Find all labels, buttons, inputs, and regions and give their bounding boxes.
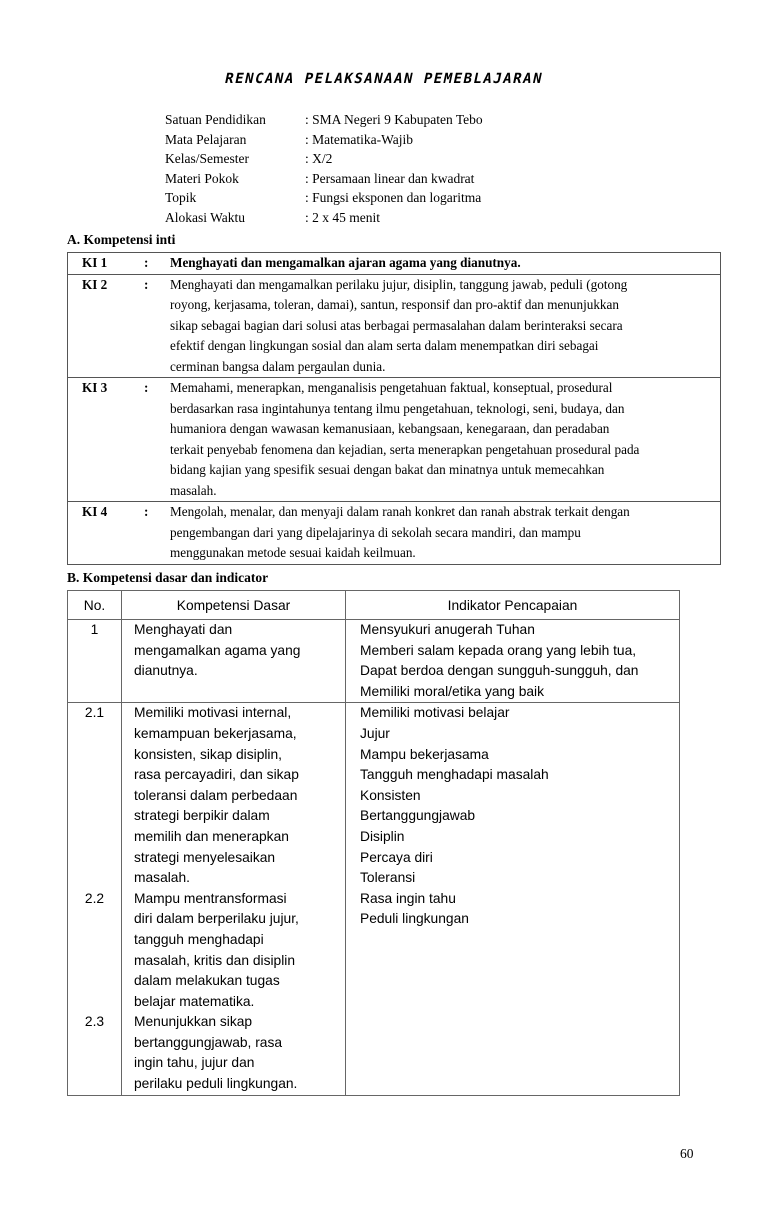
kd-line: dalam melakukan tugas [134,973,280,989]
meta-value: : Persamaan linear dan kwadrat [305,170,475,186]
ki-text [170,253,721,275]
meta-row [165,208,483,228]
spacer [68,909,121,1012]
row-number-text: 1 [90,622,99,637]
kd-line: belajar matematika. [134,993,255,1009]
indicator-line: Memberi salam kepada orang yang lebih tua, [360,642,637,658]
section-a-heading: A. Kompetensi inti [67,232,176,247]
indicator-line: Percaya diri [360,849,433,865]
meta-label: Materi Pokok [165,170,239,186]
ki-line: efektif dengan lingkungan sosial dan alam serta dalam menempatkan diri sebagai [170,338,599,353]
indicator-cell [346,703,680,1095]
ki-code: KI 2 [68,274,145,378]
indicator-line: Mensyukuri anugerah Tuhan [360,622,535,637]
ki-separator: : [144,274,170,378]
column-header-indicator: Indikator Pencapaian [346,591,680,620]
indicator-line: Jujur [360,725,390,741]
meta-value: : SMA Negeri 9 Kabupaten Tebo [305,112,483,127]
meta-row [165,130,483,150]
row-number-text: 2.2 [84,890,105,906]
kd-line: perilaku peduli lingkungan. [134,1076,298,1092]
document-title: RENCANA PELAKSANAAN PEMEBLAJARAN [223,71,545,87]
identity-block [165,110,483,227]
kd-line: kemampuan bekerjasama, [134,725,297,741]
ki-line: humaniora dengan wawasan kemanusiaan, kebangsaan, kenegaraan, dan peradaban [170,421,610,436]
ki-line: Memahami, menerapkan, menganalisis pengetahuan faktual, konseptual, prosedural [170,380,613,395]
indicator-line: Toleransi [360,870,416,886]
table-header-row [68,591,680,620]
ki-line: masalah. [170,482,217,498]
ki-line: terkait penyebab fenomena dan kejadian, serta menerapkan pengetahuan prosedural pada [170,441,640,457]
ki-text [170,502,721,565]
ki-line: bidang kajian yang spesifik sesuai dengan bakat dan minatnya untuk memecahkan [170,462,605,477]
row-number [68,620,122,703]
column-header-no: No. [68,591,122,620]
row-number-text: 2.1 [84,705,105,721]
meta-row [165,110,483,130]
indicator-line: Rasa ingin tahu [360,890,456,906]
ki-line: royong, kerjasama, toleran, damai), santun, responsif dan pro-aktif dan menunjukkan [170,297,619,312]
kd-line: bertanggungjawab, rasa [134,1034,283,1050]
ki-line: Menghayati dan mengamalkan ajaran agama yang dianutnya. [170,255,521,270]
meta-row [165,169,483,189]
kd-cell [122,620,346,703]
ki-code: KI 1 [68,253,145,275]
meta-label: Alokasi Waktu [165,209,246,225]
kd-line: rasa percayadiri, dan sikap [134,767,299,783]
ki-separator: : [144,253,170,275]
ki-line: menggunakan metode sesuai kaidah keilmuan. [170,545,416,560]
indicator-line: Dapat berdoa dengan sungguh-sungguh, dan [360,663,639,679]
indicator-line: Tangguh menghadapi masalah [360,767,549,783]
kd-line: diri dalam berperilaku jujur, [134,911,299,927]
ki-line: sikap sebagai bagian dari solusi atas berbagai permasalahan dalam berinteraksi secara [170,317,623,333]
meta-value: : 2 x 45 menit [305,209,380,225]
kd-line: konsisten, sikap disiplin, [134,746,283,762]
kd-line: masalah, kritis dan disiplin [134,952,296,968]
table-row [68,703,680,1095]
indicator-line: Konsisten [360,787,421,803]
kd-line: Menghayati dan [134,622,233,637]
ki-line: cerminan bangsa dalam pergaulan dunia. [170,358,386,374]
indicator-line: Memiliki moral/etika yang baik [360,683,545,699]
column-header-kd: Kompetensi Dasar [122,591,346,620]
ki-text [170,378,721,502]
meta-value: : X/2 [305,151,333,166]
table-row [68,274,721,378]
ki-separator: : [144,502,170,565]
row-number [68,703,122,1095]
spacer [68,724,121,889]
kd-line: strategi berpikir dalam [134,808,270,824]
meta-label: Mata Pelajaran [165,131,247,147]
indicator-cell [346,620,680,703]
meta-row [165,188,483,208]
ki-line: pengembangan dari yang dipelajarinya di sekolah secara mandiri, dan mampu [170,524,581,540]
kd-line: dianutnya. [134,663,198,679]
kd-line: strategi menyelesaikan [134,849,276,865]
kompetensi-dasar-table [67,590,680,1096]
kd-line: Mampu mentransformasi [134,890,287,906]
row-number-text: 2.3 [84,1014,105,1030]
kd-line: toleransi dalam perbedaan [134,787,298,803]
ki-line: Mengolah, menalar, dan menyaji dalam ranah konkret dan ranah abstrak terkait dengan [170,504,630,519]
kd-cell [122,703,346,1095]
table-row [68,378,721,502]
meta-row [165,149,483,169]
meta-label: Topik [165,190,197,205]
kd-line: masalah. [134,870,190,886]
kd-line: Memiliki motivasi internal, [134,705,292,721]
kompetensi-inti-table [67,252,721,565]
section-b-heading: B. Kompetensi dasar dan indicator [67,570,269,585]
indicator-line: Mampu bekerjasama [360,746,489,762]
kd-line: mengamalkan agama yang [134,642,301,658]
indicator-line: Peduli lingkungan [360,911,469,927]
meta-label: Kelas/Semester [165,151,249,166]
meta-value: : Fungsi eksponen dan logaritma [305,190,482,205]
ki-code: KI 4 [68,502,145,565]
ki-line: Menghayati dan mengamalkan perilaku jujur, disiplin, tanggung jawab, peduli (gotong [170,276,628,292]
meta-label: Satuan Pendidikan [165,112,266,127]
meta-value: : Matematika-Wajib [305,131,413,147]
ki-separator: : [144,378,170,502]
table-row [68,620,680,703]
table-row [68,253,721,275]
ki-text [170,274,721,378]
kd-line: tangguh menghadapi [134,931,264,947]
kd-line: Menunjukkan sikap [134,1014,253,1030]
ki-line: berdasarkan rasa ingintahunya tentang ilmu pengetahuan, teknologi, seni, budaya, dan [170,400,625,416]
indicator-line: Disiplin [360,828,405,844]
table-row [68,502,721,565]
kd-line: ingin tahu, jujur dan [134,1055,255,1071]
kd-line: memilih dan menerapkan [134,828,289,844]
ki-code: KI 3 [68,378,145,502]
indicator-line: Bertanggungjawab [360,808,476,824]
page-number: 60 [680,1146,694,1161]
indicator-line: Memiliki motivasi belajar [360,705,510,721]
